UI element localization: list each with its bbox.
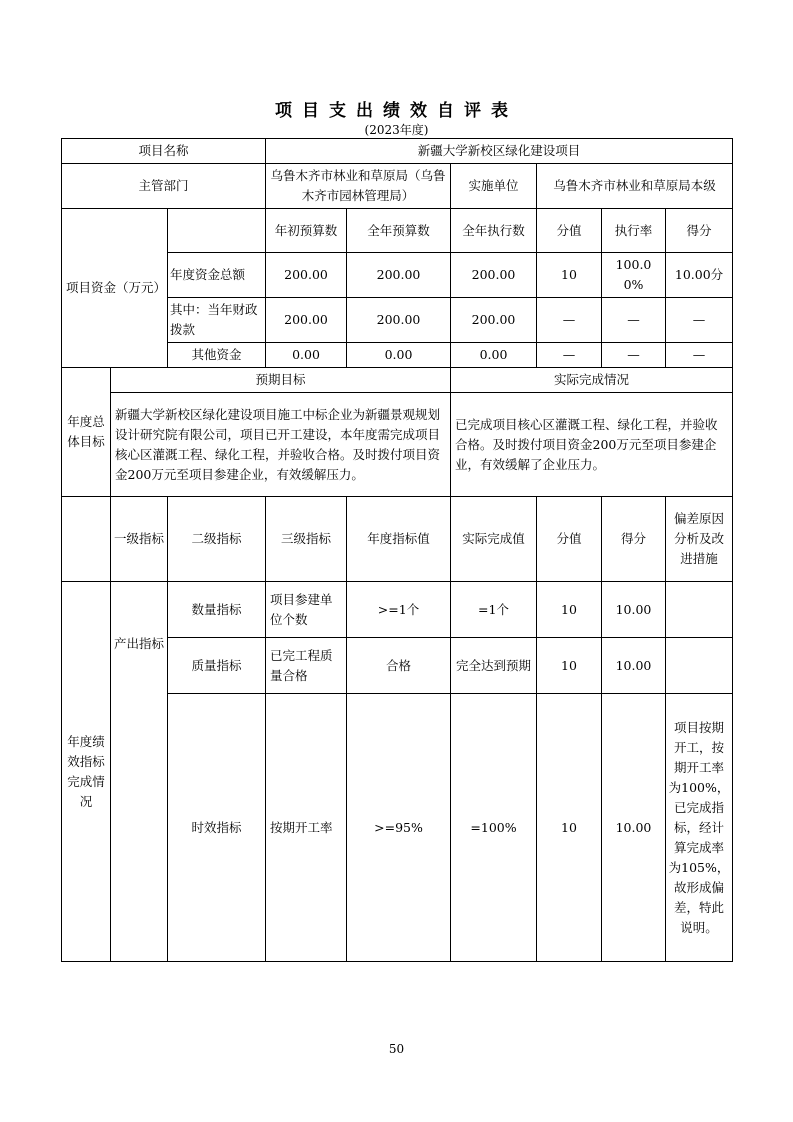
- indicator-header: 得分: [602, 497, 666, 582]
- page-title: 项目支出绩效自评表: [275, 101, 518, 121]
- score-value: 10: [537, 638, 602, 694]
- funds-row-name: 其他资金: [168, 343, 266, 368]
- funds-header: 全年执行数: [451, 209, 537, 253]
- funds-header: 分值: [537, 209, 602, 253]
- score: 10.00: [602, 638, 666, 694]
- funds-cell: 200.00: [451, 253, 537, 298]
- level3-indicator: 按期开工率: [266, 694, 347, 962]
- funds-cell: 100.00%: [602, 253, 666, 298]
- funds-cell: —: [666, 343, 733, 368]
- funds-cell: —: [602, 298, 666, 343]
- level3-indicator: 项目参建单位个数: [266, 582, 347, 638]
- score: 10.00: [602, 582, 666, 638]
- expected-goal-label: 预期目标: [111, 368, 451, 393]
- funds-cell: —: [537, 298, 602, 343]
- funds-cell: 10: [537, 253, 602, 298]
- actual-value: 完全达到预期: [451, 638, 537, 694]
- funds-cell: 10.00分: [666, 253, 733, 298]
- performance-table: [61, 138, 733, 962]
- level3-indicator: 已完工程质量合格: [266, 638, 347, 694]
- actual-value: =1个: [451, 582, 537, 638]
- funds-header: 全年预算数: [347, 209, 451, 253]
- funds-header: 执行率: [602, 209, 666, 253]
- actual-value: =100%: [451, 694, 537, 962]
- deviation-reason: [666, 638, 733, 694]
- actual-goal-text: 已完成项目核心区灌溉工程、绿化工程，并验收合格。及时拨付项目资金200万元至项目参建企业，有效缓解了企业压力。: [451, 393, 733, 497]
- score-value: 10: [537, 694, 602, 962]
- indicator-header: 分值: [537, 497, 602, 582]
- actual-goal-label: 实际完成情况: [451, 368, 733, 393]
- deviation-reason: [666, 582, 733, 638]
- funds-header: 得分: [666, 209, 733, 253]
- goals-label: 年度总体目标: [62, 368, 111, 497]
- expected-goal-text: 新疆大学新校区绿化建设项目施工中标企业为新疆景观规划设计研究院有限公司，项目已开工建设，本年度需完成项目核心区灌溉工程、绿化工程，并验收合格。及时拨付项目资金200万元至项目参建企业，有效缓解压力。: [111, 393, 451, 497]
- funds-cell: 0.00: [451, 343, 537, 368]
- indicator-corner: [62, 497, 111, 582]
- target-value: 合格: [347, 638, 451, 694]
- score-value: 10: [537, 582, 602, 638]
- funds-cell: 200.00: [266, 298, 347, 343]
- indicator-header: 一级指标: [111, 497, 168, 582]
- level2-indicator: 质量指标: [168, 638, 266, 694]
- funds-cell: 0.00: [266, 343, 347, 368]
- level1-indicator: 产出指标: [111, 582, 168, 962]
- indicator-header: 二级指标: [168, 497, 266, 582]
- target-value: >=95%: [347, 694, 451, 962]
- indicator-header: 年度指标值: [347, 497, 451, 582]
- impl-label: 实施单位: [451, 164, 537, 209]
- target-value: >=1个: [347, 582, 451, 638]
- funds-label: 项目资金（万元）: [62, 209, 168, 368]
- report-year: (2023年度): [364, 123, 429, 137]
- funds-cell: —: [666, 298, 733, 343]
- dept-label: 主管部门: [62, 164, 266, 209]
- funds-cell: —: [602, 343, 666, 368]
- funds-cell: 200.00: [347, 298, 451, 343]
- project-name-value: 新疆大学新校区绿化建设项目: [266, 139, 733, 164]
- funds-cell: 0.00: [347, 343, 451, 368]
- funds-row-name: 其中：当年财政拨款: [168, 298, 266, 343]
- level2-indicator: 时效指标: [168, 694, 266, 962]
- funds-cell: 200.00: [347, 253, 451, 298]
- funds-cell: 200.00: [451, 298, 537, 343]
- deviation-reason: 项目按期开工，按期开工率为100%，已完成指标，经计算完成率为105%，故形成偏差，特此说明。: [666, 694, 733, 962]
- project-name-label: 项目名称: [62, 139, 266, 164]
- indicator-header: 偏差原因分析及改进措施: [666, 497, 733, 582]
- funds-cell: —: [537, 343, 602, 368]
- funds-header: 年初预算数: [266, 209, 347, 253]
- funds-row-name: 年度资金总额: [168, 253, 266, 298]
- indicator-header: 三级指标: [266, 497, 347, 582]
- page-number: 50: [388, 1042, 405, 1056]
- funds-cell: 200.00: [266, 253, 347, 298]
- indicators-section-label: 年度绩效指标完成情况: [62, 582, 111, 962]
- impl-value: 乌鲁木齐市林业和草原局本级: [537, 164, 733, 209]
- indicator-header: 实际完成值: [451, 497, 537, 582]
- funds-corner: [168, 209, 266, 253]
- level2-indicator: 数量指标: [168, 582, 266, 638]
- dept-value: 乌鲁木齐市林业和草原局（乌鲁木齐市园林管理局）: [266, 164, 451, 209]
- score: 10.00: [602, 694, 666, 962]
